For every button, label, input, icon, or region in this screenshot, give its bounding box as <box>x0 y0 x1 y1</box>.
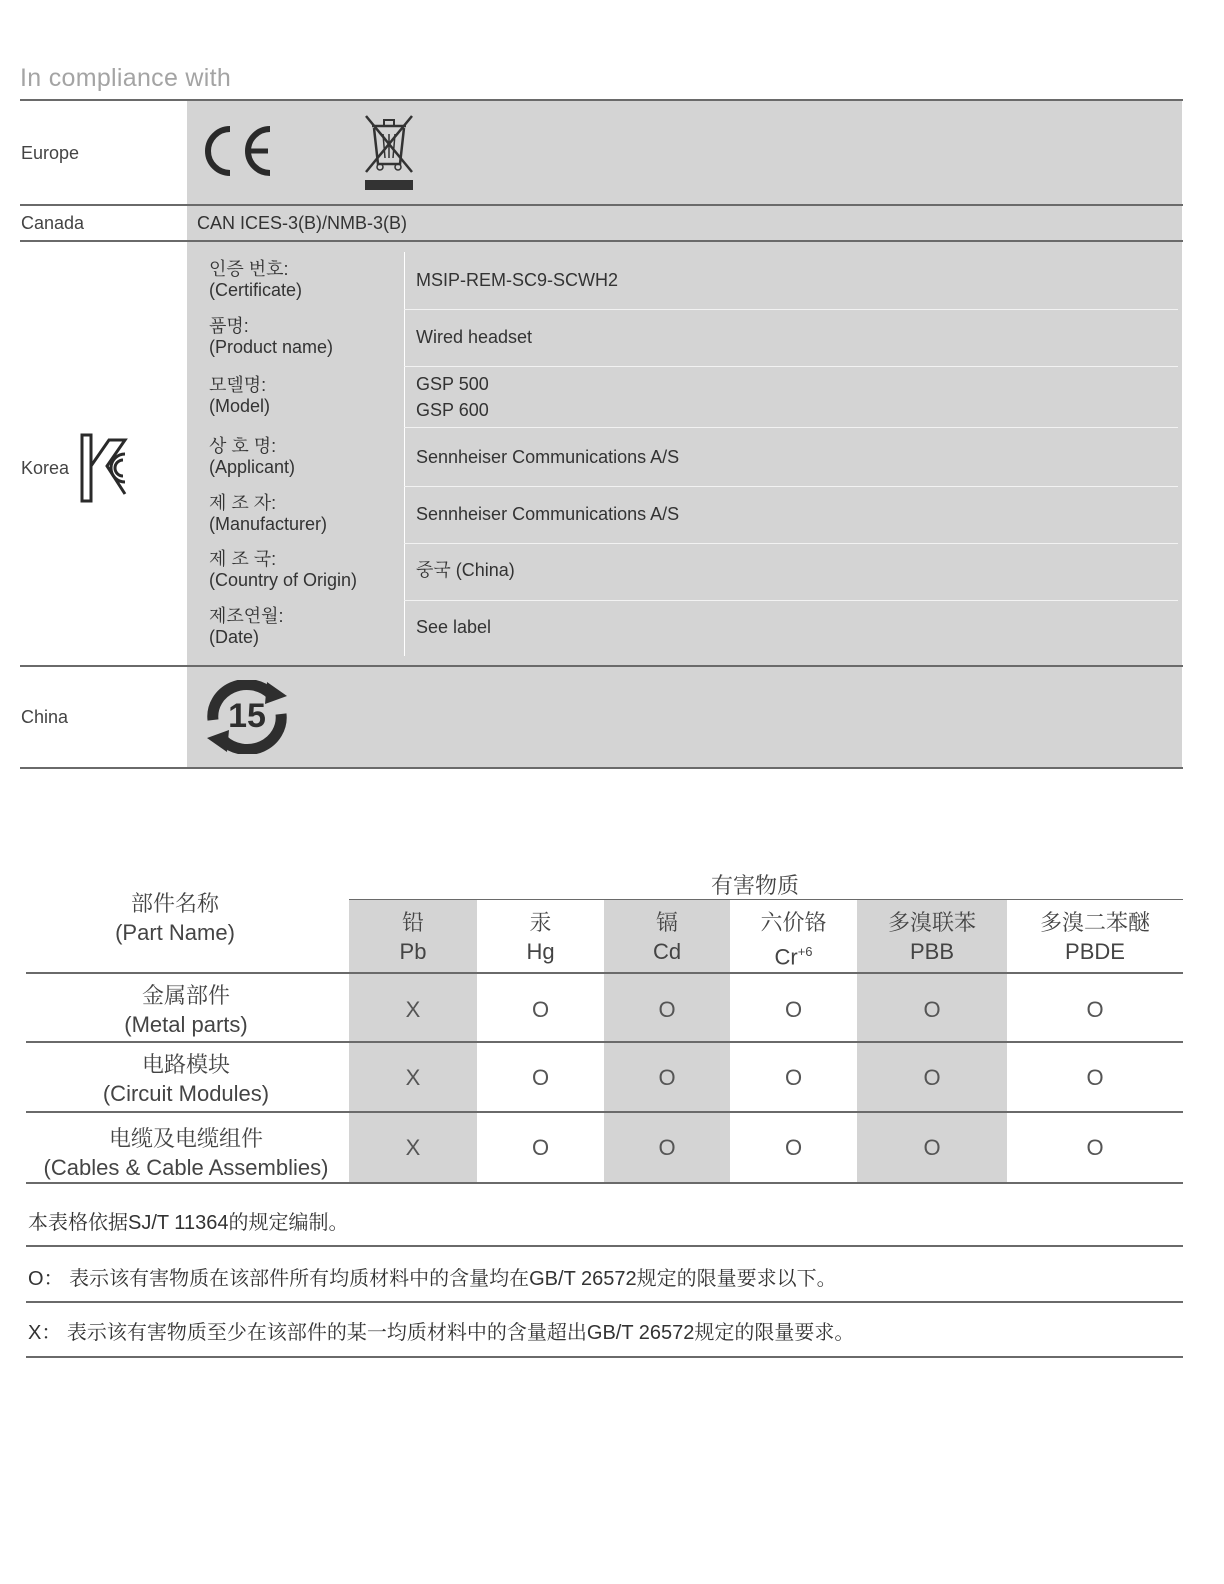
korea-row-divider <box>404 427 1178 428</box>
hazard-row-rule <box>26 1111 1183 1113</box>
korea-column-divider <box>404 252 405 656</box>
canada-compliance-value: CAN ICES-3(B)/NMB-3(B) <box>197 213 408 233</box>
hazard-row-rule <box>26 1041 1183 1043</box>
compliance-shaded-panel <box>187 100 1182 768</box>
korea-label-manufacturer: 제 조 자: (Manufacturer) <box>209 493 328 534</box>
divider-china <box>20 767 1183 769</box>
korea-value-product-name: Wired headset <box>416 327 533 347</box>
korea-row-divider <box>404 543 1178 544</box>
column-header-pbb: 多溴联苯 PBB <box>887 910 976 964</box>
korea-row-divider <box>404 309 1178 310</box>
divider-canada <box>20 240 1183 242</box>
part-name-circuit: 电路模块 (Circuit Modules) <box>102 1052 270 1106</box>
kc-mark <box>79 432 129 504</box>
column-header-pbde: 多溴二苯醚 PBDE <box>1039 910 1150 964</box>
region-label-canada: Canada <box>21 213 85 233</box>
korea-value-model: GSP 500 GSP 600 <box>416 374 489 420</box>
hazard-group-header: 有害物质 <box>710 873 799 898</box>
note-standard: 本表格依据SJ/T 11364的规定编制。 <box>28 1212 349 1234</box>
column-header-pb: 铅 Pb <box>399 910 427 964</box>
korea-label-certificate: 인증 번호: (Certificate) <box>209 259 303 300</box>
divider-top <box>20 99 1183 101</box>
ce-mark <box>190 123 280 179</box>
hazard-mark: O <box>1086 1065 1104 1090</box>
region-label-korea: Korea <box>21 458 70 478</box>
hazard-mark: O <box>923 1065 941 1090</box>
note-o-meaning: O： 表示该有害物质在该部件所有均质材料中的含量均在GB/T 26572规定的限量要求以下。 <box>28 1268 837 1290</box>
hazard-header-top-rule <box>349 899 1183 900</box>
note-x-meaning: X： 表示该有害物质至少在该部件的某一均质材料中的含量超出GB/T 26572规定的限量要求。 <box>28 1322 855 1344</box>
part-name-cables: 电缆及电缆组件 (Cables & Cable Assemblies) <box>43 1126 329 1180</box>
korea-row-divider <box>404 600 1178 601</box>
epup-15-logo <box>201 680 293 754</box>
hazard-mark: O <box>658 997 676 1022</box>
part-name-header: 部件名称 (Part Name) <box>115 891 235 945</box>
hazard-mark: O <box>531 1135 550 1160</box>
page-title: In compliance with <box>20 64 232 92</box>
region-label-europe: Europe <box>21 143 80 163</box>
part-name-metal: 金属部件 (Metal parts) <box>124 983 248 1037</box>
korea-value-date: See label <box>416 617 492 637</box>
hazard-mark: O <box>531 997 550 1022</box>
hazard-mark: O <box>658 1065 676 1090</box>
korea-row-divider <box>404 366 1178 367</box>
korea-label-model: 모델명: (Model) <box>209 375 271 416</box>
hazard-mark: O <box>923 997 941 1022</box>
hazard-mark: O <box>784 1135 803 1160</box>
korea-value-manufacturer: Sennheiser Communications A/S <box>416 504 680 524</box>
korea-row-divider <box>404 486 1178 487</box>
hazard-table-bottom-rule <box>26 1182 1183 1184</box>
hazard-mark: O <box>1086 997 1104 1022</box>
korea-label-applicant: 상 호 명: (Applicant) <box>209 436 296 477</box>
column-header-cd: 镉 Cd <box>652 910 682 964</box>
hazard-mark: O <box>923 1135 941 1160</box>
hazard-mark: X <box>405 1135 421 1160</box>
hazard-mark: O <box>784 1065 803 1090</box>
column-header-cr6: 六价铬 $Cr^{+6}$ <box>760 910 827 970</box>
korea-label-date: 제조연월: (Date) <box>209 606 284 647</box>
note-rule <box>26 1301 1183 1303</box>
divider-korea <box>20 665 1183 667</box>
divider-europe <box>20 204 1183 206</box>
korea-value-applicant: Sennheiser Communications A/S <box>416 447 680 467</box>
column-header-hg: 汞 Hg <box>526 910 555 964</box>
korea-value-country-of-origin: 중국 (China) <box>416 560 515 580</box>
hazard-mark: X <box>405 997 421 1022</box>
hazard-mark: O <box>531 1065 550 1090</box>
korea-label-country-of-origin: 제 조 국: (Country of Origin) <box>209 549 358 590</box>
korea-value-certificate: MSIP-REM-SC9-SCWH2 <box>416 270 619 290</box>
weee-bin-icon <box>362 112 416 192</box>
hazard-header-bottom-rule <box>26 972 1183 974</box>
hazard-mark: O <box>658 1135 676 1160</box>
hazard-mark: X <box>405 1065 421 1090</box>
region-label-china: China <box>21 707 69 727</box>
note-rule <box>26 1245 1183 1247</box>
korea-label-product-name: 품명: (Product name) <box>209 316 334 357</box>
hazard-mark: O <box>784 997 803 1022</box>
hazard-mark: O <box>1086 1135 1104 1160</box>
epup-years-number: 15 <box>228 697 266 735</box>
note-rule <box>26 1356 1183 1358</box>
